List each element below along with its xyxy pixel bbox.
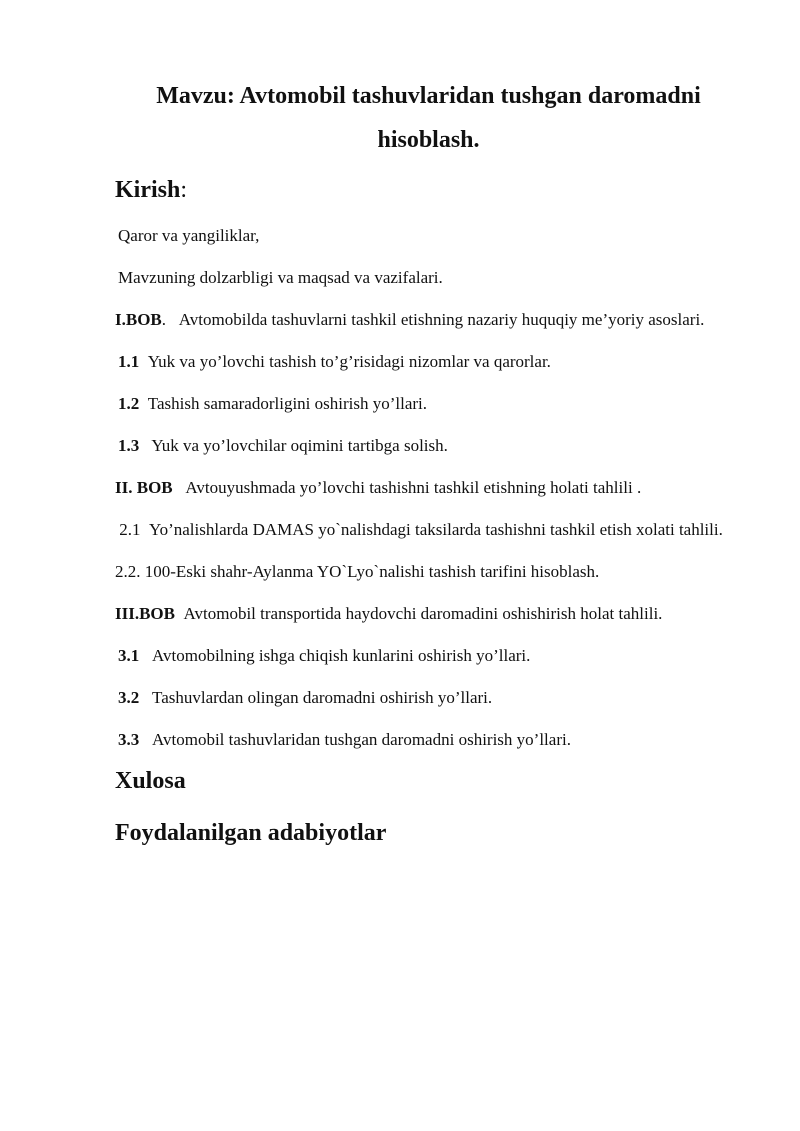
references-heading: Foydalanilgan adabiyotlar [115,820,387,846]
section-2-1 [115,516,742,544]
section-1-1 [115,348,742,376]
chapter-1-text: Avtomobilda tashuvlarni tashkil etishning nazariy huquqiy me’yoriy asoslari. [178,310,705,329]
title-line-1: Mavzu: Avtomobil tashuvlaridan tushgan daromadni [156,83,701,109]
intro-heading-text: Kirish [115,177,181,203]
chapter-3-label: III.BOB [115,604,175,623]
conclusion-heading: Xulosa [115,768,186,794]
chapter-3-text: Avtomobil transportida haydovchi daromadini oshishirish holat tahlili. [183,604,663,623]
intro-heading-colon: : [180,177,188,203]
section-2-2-text: 100-Eski shahr-Aylanma YO`Lyo`nalishi tashish tarifini hisoblash. [144,562,600,581]
section-1-2-number: 1.2 [118,394,140,413]
title-line-2: hisoblash. [377,127,480,153]
chapter-3-title [115,600,742,628]
section-1-2-text: Tashish samaradorligini oshirish yo’llari. [147,394,428,413]
chapter-2-label: II. BOB [115,478,173,497]
section-3-2-number: 3.2 [118,688,140,707]
section-3-3 [115,726,742,754]
section-1-3-text: Yuk va yo’lovchilar oqimini tartibga solish. [147,436,448,455]
section-3-1-number: 3.1 [118,646,140,665]
chapter-2-title [115,474,742,502]
section-1-1-number: 1.1 [118,352,140,371]
chapter-2-text: Avtouyushmada yo’lovchi tashishni tashkil etishning holati tahlili . [185,478,642,497]
section-2-1-number: 2.1 [119,520,141,539]
section-3-3-number: 3.3 [118,730,140,749]
section-2-2-number: 2.2. [115,562,141,581]
section-2-2 [115,558,742,586]
section-1-3 [115,432,742,460]
chapter-1-label: I.BOB [115,310,162,329]
section-3-1-text: Avtomobilning ishga chiqish kunlarini oshirish yo’llari. [152,646,531,665]
section-3-3-text: Avtomobil tashuvlaridan tushgan daromadni oshirish yo’llari. [152,730,571,749]
document-title [115,0,742,162]
section-1-2 [115,390,742,418]
section-3-2-text: Tashuvlardan olingan daromadni oshirish yo’llari. [152,688,493,707]
chapter-1-dot: . [161,310,167,329]
intro-item-relevance: Mavzuning dolzarbligi va maqsad va vazifalari. [118,268,443,287]
chapter-1-title [115,306,742,334]
section-3-2 [115,684,742,712]
section-2-1-text: Yo’nalishlarda DAMAS yo`nalishdagi taksilarda tashishni tashkil etish xolati tahlili. [149,520,723,539]
section-1-3-number: 1.3 [118,436,140,455]
intro-heading [115,175,742,205]
intro-item-decisions: Qaror va yangiliklar, [118,226,260,245]
section-1-1-text: Yuk va yo’lovchi tashish to’g’risidagi nizomlar va qarorlar. [147,352,551,371]
section-3-1 [115,642,742,670]
